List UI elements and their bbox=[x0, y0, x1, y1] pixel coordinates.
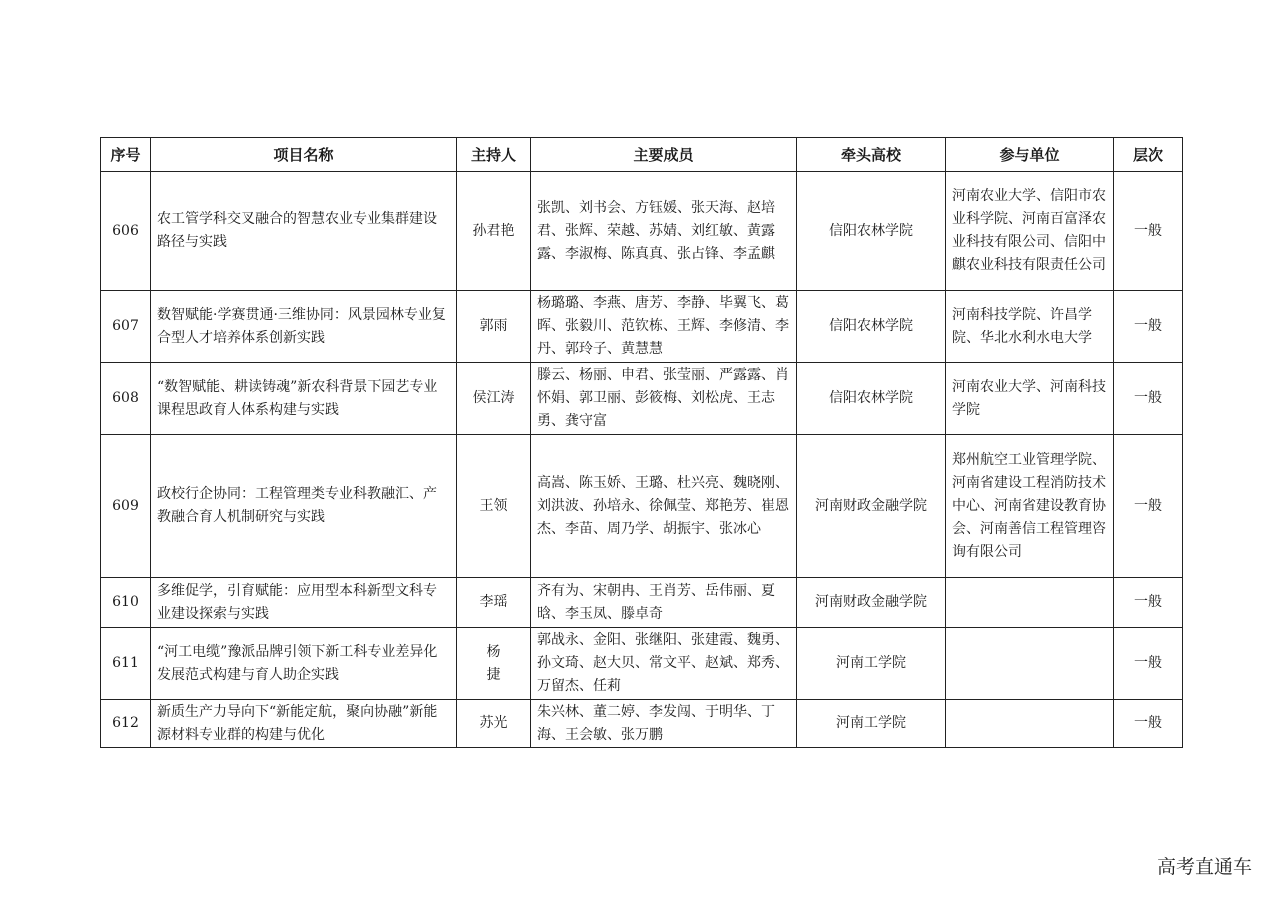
table-row bbox=[101, 363, 1183, 435]
row-lead-school: 河南财政金融学院 bbox=[797, 435, 946, 578]
row-lead-school: 河南财政金融学院 bbox=[797, 578, 946, 628]
row-project-name: 政校行企协同：工程管理类专业科教融汇、产教融合育人机制研究与实践 bbox=[151, 435, 457, 578]
row-project-name: 多维促学，引育赋能：应用型本科新型文科专业建设探索与实践 bbox=[151, 578, 457, 628]
row-members: 滕云、杨丽、申君、张莹丽、严露露、肖怀娟、郭卫丽、彭筱梅、刘松虎、王志勇、龚守富 bbox=[531, 363, 797, 435]
row-level: 一般 bbox=[1114, 578, 1183, 628]
header-members: 主要成员 bbox=[531, 138, 797, 172]
table-row bbox=[101, 291, 1183, 363]
row-partners bbox=[946, 700, 1114, 748]
row-project-name: 农工管学科交叉融合的智慧农业专业集群建设路径与实践 bbox=[151, 172, 457, 291]
row-partners: 河南农业大学、河南科技学院 bbox=[946, 363, 1114, 435]
row-no: 608 bbox=[101, 363, 151, 435]
row-no: 609 bbox=[101, 435, 151, 578]
row-host: 郭雨 bbox=[457, 291, 531, 363]
row-members: 朱兴林、董二婷、李发闯、于明华、丁海、王会敏、张万鹏 bbox=[531, 700, 797, 748]
row-no: 611 bbox=[101, 628, 151, 700]
row-project-name: “数智赋能、耕读铸魂”新农科背景下园艺专业课程思政育人体系构建与实践 bbox=[151, 363, 457, 435]
header-project-name: 项目名称 bbox=[151, 138, 457, 172]
row-host: 李瑶 bbox=[457, 578, 531, 628]
header-no: 序号 bbox=[101, 138, 151, 172]
row-no: 610 bbox=[101, 578, 151, 628]
row-members: 郭战永、金阳、张继阳、张建霞、魏勇、孙文琦、赵大贝、常文平、赵斌、郑秀、万留杰、任莉 bbox=[531, 628, 797, 700]
row-level: 一般 bbox=[1114, 172, 1183, 291]
row-partners bbox=[946, 578, 1114, 628]
row-members: 齐有为、宋朝冉、王肖芳、岳伟丽、夏晗、李玉凤、滕卓奇 bbox=[531, 578, 797, 628]
row-level: 一般 bbox=[1114, 700, 1183, 748]
row-lead-school: 河南工学院 bbox=[797, 700, 946, 748]
table-row bbox=[101, 628, 1183, 700]
table-row bbox=[101, 578, 1183, 628]
header-host: 主持人 bbox=[457, 138, 531, 172]
header-lead-school: 牵头高校 bbox=[797, 138, 946, 172]
row-project-name: “河工电缆”豫派品牌引领下新工科专业差异化发展范式构建与育人助企实践 bbox=[151, 628, 457, 700]
table-header-row bbox=[101, 138, 1183, 172]
table-row bbox=[101, 172, 1183, 291]
table-row bbox=[101, 700, 1183, 748]
row-partners bbox=[946, 628, 1114, 700]
row-lead-school: 河南工学院 bbox=[797, 628, 946, 700]
project-table bbox=[100, 137, 1183, 748]
row-lead-school: 信阳农林学院 bbox=[797, 172, 946, 291]
row-lead-school: 信阳农林学院 bbox=[797, 363, 946, 435]
header-partners: 参与单位 bbox=[946, 138, 1114, 172]
row-host: 孙君艳 bbox=[457, 172, 531, 291]
row-project-name: 新质生产力导向下“新能定航，聚向协融”新能源材料专业群的构建与优化 bbox=[151, 700, 457, 748]
row-lead-school: 信阳农林学院 bbox=[797, 291, 946, 363]
table-row bbox=[101, 435, 1183, 578]
row-project-name: 数智赋能·学赛贯通·三维协同：风景园林专业复合型人才培养体系创新实践 bbox=[151, 291, 457, 363]
row-no: 612 bbox=[101, 700, 151, 748]
watermark-text: 高考直通车 bbox=[1156, 856, 1252, 878]
row-host: 王领 bbox=[457, 435, 531, 578]
row-level: 一般 bbox=[1114, 628, 1183, 700]
row-host: 苏光 bbox=[457, 700, 531, 748]
row-no: 607 bbox=[101, 291, 151, 363]
row-partners: 河南农业大学、信阳市农业科学院、河南百富泽农业科技有限公司、信阳中麒农业科技有限责任公司 bbox=[946, 172, 1114, 291]
row-members: 高嵩、陈玉娇、王璐、杜兴亮、魏晓刚、刘洪波、孙培永、徐佩莹、郑艳芳、崔恩杰、李苗、周乃学、胡振宇、张冰心 bbox=[531, 435, 797, 578]
row-host: 杨捷 bbox=[457, 628, 531, 700]
row-host: 侯江涛 bbox=[457, 363, 531, 435]
row-partners: 郑州航空工业管理学院、河南省建设工程消防技术中心、河南省建设教育协会、河南善信工程管理咨询有限公司 bbox=[946, 435, 1114, 578]
header-level: 层次 bbox=[1114, 138, 1183, 172]
row-no: 606 bbox=[101, 172, 151, 291]
row-level: 一般 bbox=[1114, 435, 1183, 578]
row-level: 一般 bbox=[1114, 291, 1183, 363]
row-partners: 河南科技学院、许昌学院、华北水利水电大学 bbox=[946, 291, 1114, 363]
row-members: 杨璐璐、李燕、唐芳、李静、毕翼飞、葛晖、张毅川、范钦栋、王辉、李修清、李丹、郭玲子、黄慧慧 bbox=[531, 291, 797, 363]
row-level: 一般 bbox=[1114, 363, 1183, 435]
row-members: 张凯、刘书会、方钰媛、张天海、赵培君、张辉、荣越、苏婧、刘红敏、黄露露、李淑梅、陈真真、张占锋、李孟麒 bbox=[531, 172, 797, 291]
